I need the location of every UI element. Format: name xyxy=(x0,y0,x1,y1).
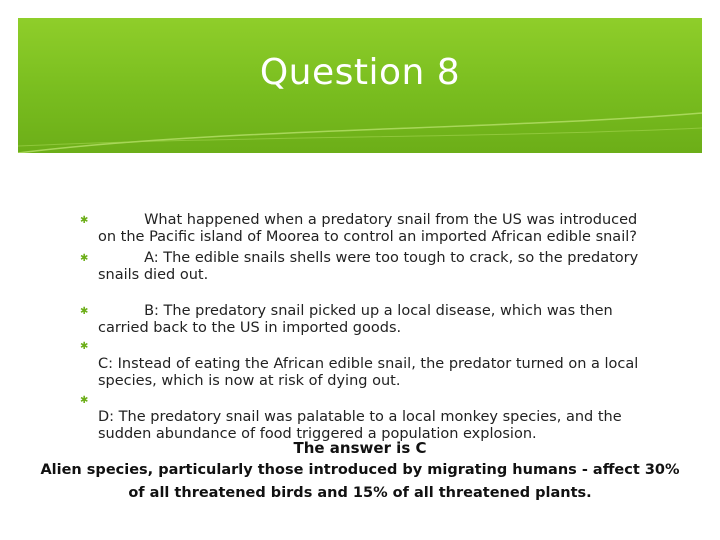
slide-title: Question 8 xyxy=(259,52,461,93)
asterisk-bullet-icon: ✱ xyxy=(80,306,89,317)
answer-text: The answer is C xyxy=(293,439,427,457)
fact-text: Alien species, particularly those introduced by migrating humans - affect 30% of all threatened birds and 15% of all threatened plants. xyxy=(40,462,680,501)
asterisk-bullet-icon: ✱ xyxy=(80,395,89,406)
question-text: What happened when a predatory snail from the US was introduced on the Pacific island of Moorea to control an imported African edible snail? xyxy=(98,212,642,245)
asterisk-bullet-icon: ✱ xyxy=(80,341,89,352)
option-d-text: D: The predatory snail was palatable to a local monkey species, and the sudden abundance of food triggered a population explosion. xyxy=(98,409,627,442)
answer-block xyxy=(30,440,690,505)
asterisk-bullet-icon: ✱ xyxy=(80,253,89,264)
option-c-text: C: Instead of eating the African edible snail, the predator turned on a local species, which is now at risk of dying out. xyxy=(98,356,643,389)
asterisk-bullet-icon: ✱ xyxy=(80,215,89,226)
option-a-text: A: The edible snails shells were too tough to crack, so the predatory snails died out. xyxy=(98,250,643,283)
option-b-text: B: The predatory snail picked up a local disease, which was then carried back to the US in imported goods. xyxy=(98,303,618,336)
